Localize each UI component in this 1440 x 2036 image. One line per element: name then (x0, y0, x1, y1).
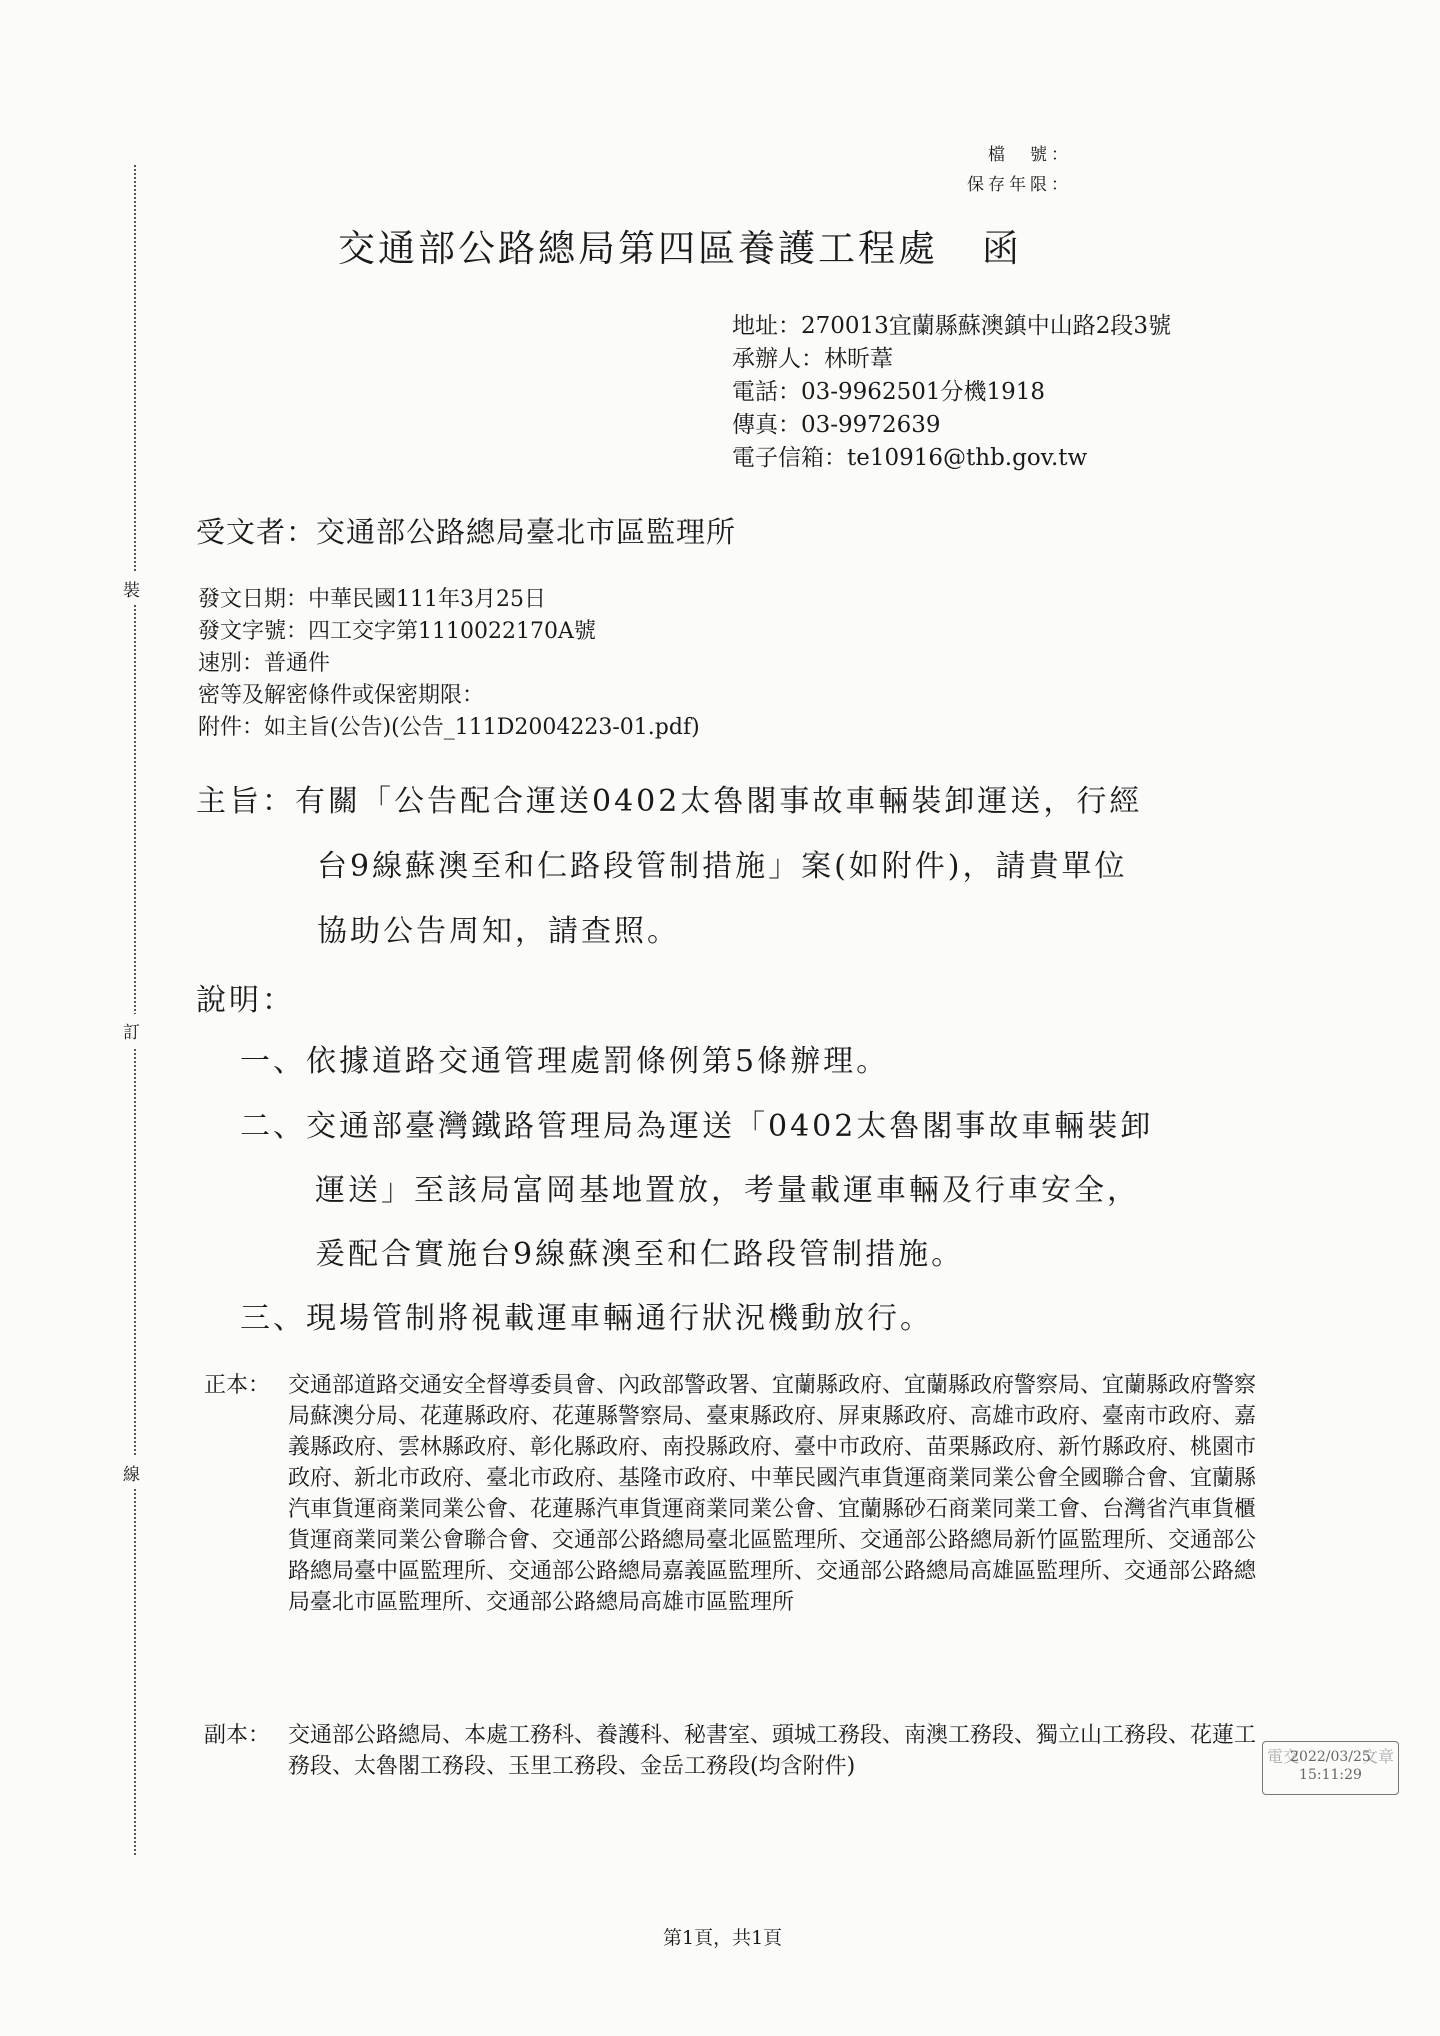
attachment: 附件：如主旨(公告)(公告_111D2004223-01.pdf) (198, 715, 700, 740)
main-recipients-label: 正本： (204, 1373, 271, 1398)
file-number-label: 檔 號： (988, 145, 1072, 165)
issue-date: 發文日期：中華民國111年3月25日 (198, 587, 546, 612)
description-label: 說明： (196, 983, 295, 1018)
email: 電子信箱：te10916@thb.gov.tw (732, 445, 1088, 471)
description-item-2: 二、交通部臺灣鐵路管理局為運送「0402太魯閣事故車輛裝卸 (240, 1109, 1154, 1144)
retention-label: 保存年限： (967, 175, 1072, 195)
fax: 傳真：03-9972639 (732, 412, 941, 438)
description-item-2-cont-2: 爰配合實施台9線蘇澳至和仁路段管制措施。 (315, 1237, 965, 1272)
electronic-exchange-stamp (1262, 1741, 1399, 1795)
description-item-3: 三、現場管制將視載運車輛通行狀況機動放行。 (240, 1301, 933, 1336)
subject-line-3: 協助公告周知，請查照。 (317, 914, 680, 949)
description-item-2-cont-1: 運送」至該局富岡基地置放，考量載運車輛及行車安全， (315, 1173, 1140, 1208)
stamp-time: 15:11:29 (1299, 1767, 1362, 1783)
handler: 承辦人：林昕葦 (732, 346, 893, 372)
binding-line (134, 165, 136, 1855)
speed-class: 速別：普通件 (198, 651, 331, 676)
copy-recipients-label: 副本： (204, 1723, 271, 1748)
binding-mark-top: 裝 (123, 572, 140, 605)
binding-mark-middle: 訂 (123, 1014, 140, 1047)
page-number: 第1頁，共1頁 (663, 1927, 783, 1949)
address: 地址：270013宜蘭縣蘇澳鎮中山路2段3號 (732, 313, 1172, 339)
stamp-seal-left: 電交 (1267, 1747, 1300, 1766)
document-number: 發文字號：四工交字第1110022170A號 (198, 619, 596, 644)
letter-title (338, 218, 1022, 272)
contact-block (732, 310, 1171, 475)
document-meta (198, 584, 700, 744)
recipient: 受文者：交通部公路總局臺北市區監理所 (196, 515, 737, 549)
subject-line-1: 主旨：有關「公告配合運送0402太魯閣事故車輛裝卸運送，行經 (196, 784, 1143, 819)
phone: 電話：03-9962501分機1918 (732, 379, 1046, 405)
subject-line-2: 台9線蘇澳至和仁路段管制措施」案(如附件)，請貴單位 (317, 849, 1128, 884)
agency-name: 交通部公路總局第四區養護工程處 (338, 227, 938, 270)
binding-mark-bottom: 線 (123, 1456, 140, 1489)
main-recipients: 交通部道路交通安全督導委員會、內政部警政署、宜蘭縣政府、宜蘭縣政府警察局、宜蘭縣政府警察局蘇澳分局、花蓮縣政府、花蓮縣警察局、臺東縣政府、屏東縣政府、高雄市政府、臺南市政府、嘉義縣政府、雲林縣政府、彰化縣政府、南投縣政府、臺中市政府、苗栗縣政府、新竹縣政府、桃園市政府、新北市政府、臺北市政府、基隆市政府、中華民國汽車貨運商業同業公會全國聯合會、宜蘭縣汽車貨運商業同業公會、花蓮縣汽車貨運商業同業公會、宜蘭縣砂石商業同業工會、台灣省汽車貨櫃貨運商業同業公會聯合會、交通部公路總局臺北區監理所、交通部公路總局新竹區監理所、交通部公路總局臺中區監理所、交通部公路總局嘉義區監理所、交通部公路總局高雄區監理所、交通部公路總局臺北市區監理所、交通部公路總局高雄市區監理所 (288, 1373, 1257, 1615)
document-type: 函 (982, 227, 1022, 270)
secrecy-level: 密等及解密條件或保密期限： (198, 683, 485, 708)
stamp-seal-right: 文章 (1361, 1747, 1394, 1766)
description-item-1: 一、依據道路交通管理處罰條例第5條辦理。 (240, 1044, 890, 1079)
stamp-date: 2022/03/25 (1290, 1749, 1371, 1765)
copy-recipients: 交通部公路總局、本處工務科、養護科、秘書室、頭城工務段、南澳工務段、獨立山工務段、花蓮工務段、太魯閣工務段、玉里工務段、金岳工務段(均含附件) (288, 1723, 1257, 1779)
